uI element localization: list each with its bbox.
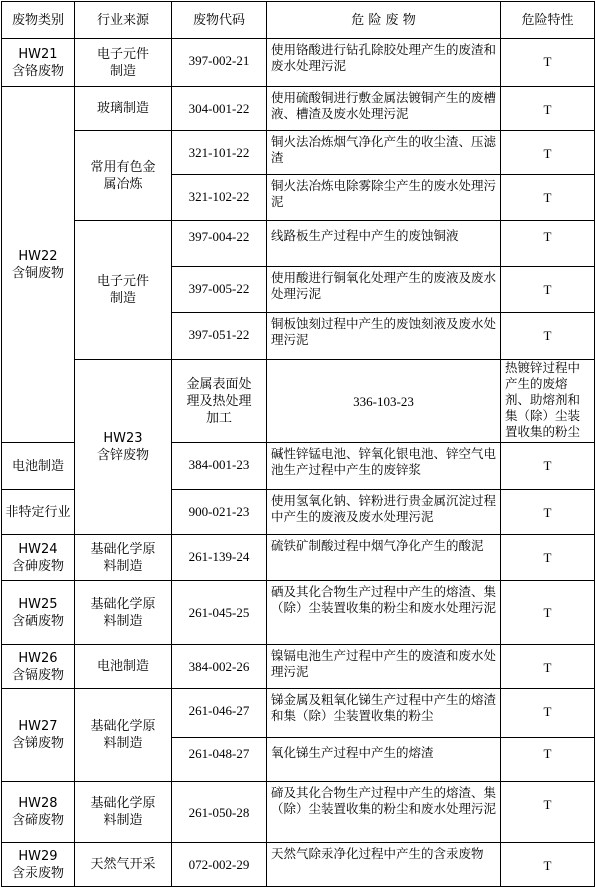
waste-code: 397-002-21 xyxy=(172,39,267,87)
waste-description: 铜火法冶炼电除雾除尘产生的废水处理污泥 xyxy=(267,175,501,221)
header-hazardous-waste: 危 险 废 物 xyxy=(267,2,501,39)
header-hazard-characteristic: 危险特性 xyxy=(501,2,595,39)
table-row xyxy=(2,689,595,738)
source-cell: 常用有色金 属冶炼 xyxy=(75,131,172,221)
hazard-characteristic: T xyxy=(501,313,595,360)
category-cell: HW28 含碲废物 xyxy=(2,782,75,843)
source-cell: 基础化学原 料制造 xyxy=(75,782,172,843)
hazard-characteristic: T xyxy=(501,490,595,535)
waste-code: 384-001-23 xyxy=(172,443,267,490)
waste-description: 镍镉电池生产过程中产生的废渣和废水处理污泥 xyxy=(267,645,501,689)
hazard-characteristic: T xyxy=(501,39,595,87)
hazard-characteristic: T xyxy=(501,175,595,221)
hazard-characteristic: T xyxy=(501,221,595,267)
hazard-characteristic: T xyxy=(501,738,595,782)
source-cell: 电子元件 制造 xyxy=(75,221,172,360)
table-row xyxy=(2,221,595,267)
header-industry-source: 行业来源 xyxy=(75,2,172,39)
waste-code: 384-002-26 xyxy=(172,645,267,689)
hazard-characteristic: T xyxy=(501,782,595,843)
waste-description: 锑金属及粗氧化锑生产过程中产生的熔渣和集（除）尘装置收集的粉尘 xyxy=(267,689,501,738)
hazard-characteristic: T xyxy=(501,535,595,581)
waste-code: 072-002-29 xyxy=(172,843,267,887)
waste-description: 热镀锌过程中产生的废熔剂、助熔剂和集（除）尘装置收集的粉尘 xyxy=(501,360,595,443)
waste-code: 397-004-22 xyxy=(172,221,267,267)
hazard-characteristic: T xyxy=(501,689,595,738)
waste-description: 使用硫酸铜进行敷金属法镀铜产生的废槽液、槽渣及废水处理污泥 xyxy=(267,87,501,131)
waste-code: 397-005-22 xyxy=(172,267,267,313)
source-cell: 玻璃制造 xyxy=(75,87,172,131)
hazard-characteristic: T xyxy=(501,443,595,490)
waste-code: 261-045-25 xyxy=(172,581,267,645)
table-row xyxy=(2,39,595,87)
hazard-characteristic: T xyxy=(501,87,595,131)
waste-code: 336-103-23 xyxy=(267,360,501,443)
waste-code: 261-046-27 xyxy=(172,689,267,738)
hazardous-waste-table xyxy=(1,1,595,887)
category-cell: HW25 含硒废物 xyxy=(2,581,75,645)
waste-code: 397-051-22 xyxy=(172,313,267,360)
table-row xyxy=(2,581,595,645)
waste-description: 使用氢氧化钠、锌粉进行贵金属沉淀过程中产生的废液及废水处理污泥 xyxy=(267,490,501,535)
waste-code: 261-139-24 xyxy=(172,535,267,581)
waste-code: 304-001-22 xyxy=(172,87,267,131)
source-cell: 天然气开采 xyxy=(75,843,172,887)
header-row xyxy=(2,2,595,39)
source-cell: 基础化学原 料制造 xyxy=(75,689,172,782)
waste-description: 铜板蚀刻过程中产生的废蚀刻液及废水处理污泥 xyxy=(267,313,501,360)
category-cell: HW29 含汞废物 xyxy=(2,843,75,887)
waste-description: 碲及其化合物生产过程中产生的熔渣、集（除）尘装置收集的粉尘和废水处理污泥 xyxy=(267,782,501,843)
waste-description: 线路板生产过程中产生的废蚀铜液 xyxy=(267,221,501,267)
header-waste-code: 废物代码 xyxy=(172,2,267,39)
hazard-characteristic: T xyxy=(501,267,595,313)
waste-code: 321-101-22 xyxy=(172,131,267,175)
waste-description: 使用铬酸进行钻孔除胶处理产生的废渣和废水处理污泥 xyxy=(267,39,501,87)
table-row xyxy=(2,782,595,843)
source-cell: 电池制造 xyxy=(75,645,172,689)
category-cell: HW21 含铬废物 xyxy=(2,39,75,87)
table-row xyxy=(2,645,595,689)
hazard-characteristic: T xyxy=(501,581,595,645)
category-cell: HW22 含铜废物 xyxy=(2,87,75,443)
waste-description: 铜火法冶炼烟气净化产生的收尘渣、压滤渣 xyxy=(267,131,501,175)
table-row xyxy=(2,843,595,887)
source-cell: 基础化学原 料制造 xyxy=(75,535,172,581)
category-cell: HW27 含锑废物 xyxy=(2,689,75,782)
header-category: 废物类别 xyxy=(2,2,75,39)
table-row xyxy=(2,87,595,131)
table-row xyxy=(2,131,595,175)
waste-description: 碱性锌锰电池、锌氧化银电池、锌空气电池生产过程中产生的废锌浆 xyxy=(267,443,501,490)
waste-code: 261-050-28 xyxy=(172,782,267,843)
table-row xyxy=(2,360,595,443)
table-row xyxy=(2,535,595,581)
hazard-characteristic: T xyxy=(501,131,595,175)
waste-code: 321-102-22 xyxy=(172,175,267,221)
source-cell: 金属表面处 理及热处理 加工 xyxy=(172,360,267,443)
hazard-characteristic: T xyxy=(501,645,595,689)
category-cell: HW24 含砷废物 xyxy=(2,535,75,581)
category-cell: HW23 含锌废物 xyxy=(75,360,172,535)
waste-code: 261-048-27 xyxy=(172,738,267,782)
waste-description: 硒及其化合物生产过程中产生的熔渣、集（除）尘装置收集的粉尘和废水处理污泥 xyxy=(267,581,501,645)
waste-description: 氧化锑生产过程中产生的熔渣 xyxy=(267,738,501,782)
source-cell: 电子元件 制造 xyxy=(75,39,172,87)
category-cell: HW26 含镉废物 xyxy=(2,645,75,689)
source-cell: 基础化学原 料制造 xyxy=(75,581,172,645)
waste-description: 使用酸进行铜氧化处理产生的废液及废水处理污泥 xyxy=(267,267,501,313)
waste-description: 硫铁矿制酸过程中烟气净化产生的酸泥 xyxy=(267,535,501,581)
source-cell: 非特定行业 xyxy=(2,490,75,535)
waste-description: 天然气除汞净化过程中产生的含汞废物 xyxy=(267,843,501,887)
waste-code: 900-021-23 xyxy=(172,490,267,535)
hazard-characteristic: T xyxy=(501,843,595,887)
source-cell: 电池制造 xyxy=(2,443,75,490)
